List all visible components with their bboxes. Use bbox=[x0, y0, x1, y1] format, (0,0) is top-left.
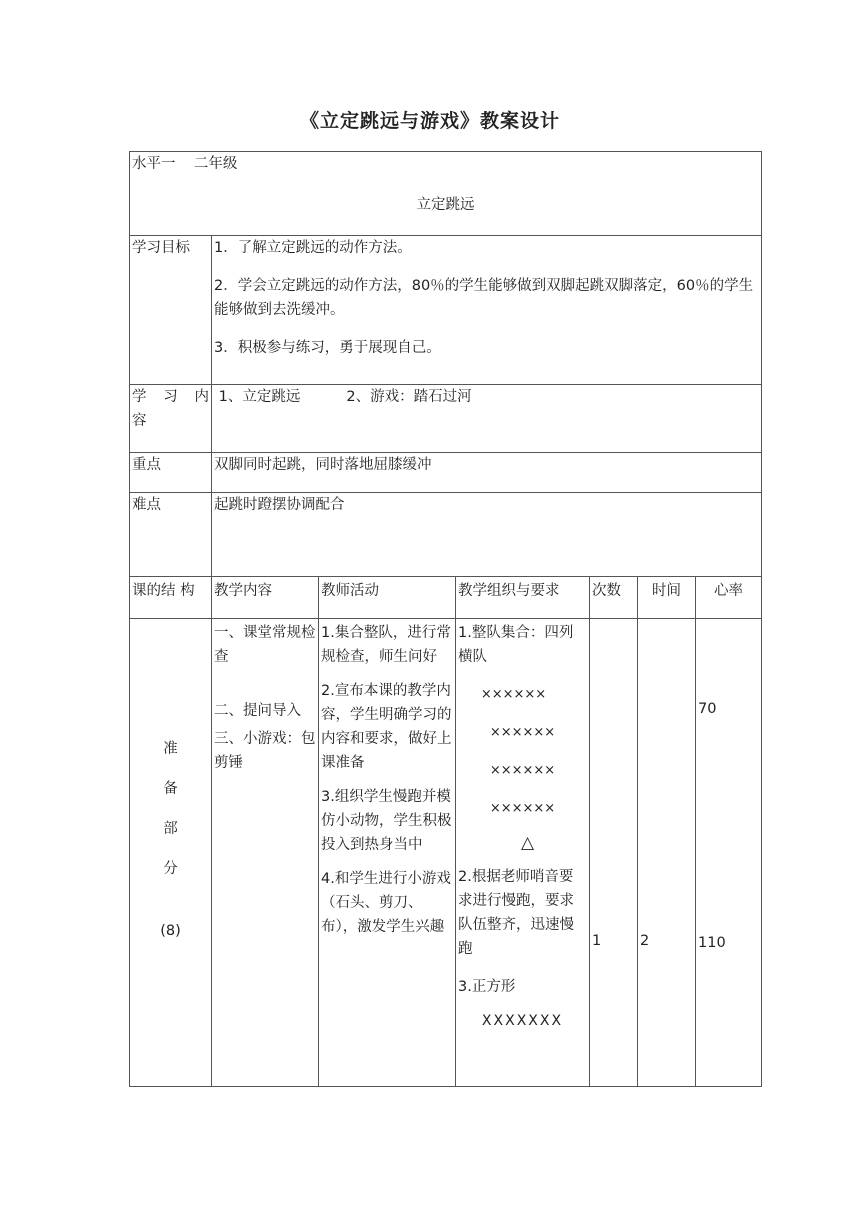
objective-item: 3．积极参与练习，勇于展现自己。 bbox=[214, 340, 441, 356]
content-label-line1: 学 习 内 bbox=[132, 389, 209, 405]
header-time: 时间 bbox=[638, 577, 696, 619]
formation-row: ×××××× bbox=[480, 687, 547, 702]
teacher-activity: 4.和学生进行小游戏（石头、剪刀、布），激发学生兴趣 bbox=[321, 871, 451, 935]
prep-organization bbox=[456, 619, 590, 1087]
formation-row: ×××××× bbox=[489, 763, 556, 778]
prep-section bbox=[130, 619, 212, 1087]
content-item: 三、小游戏：包剪锤 bbox=[214, 731, 316, 771]
header-organization: 教学组织与要求 bbox=[456, 577, 590, 619]
objectives-row bbox=[130, 236, 762, 385]
time-value: 2 bbox=[640, 933, 650, 949]
prep-time bbox=[638, 619, 696, 1087]
header-teacher: 教师活动 bbox=[319, 577, 456, 619]
content-item: 一、课堂常规检查 bbox=[214, 625, 316, 665]
heart-rate-value: 70 bbox=[698, 701, 717, 717]
teacher-activity: 2.宣布本课的教学内容，学生明确学习的内容和要求，做好上课准备 bbox=[321, 683, 452, 771]
grade-level: 水平一 二年级 bbox=[132, 156, 238, 172]
org-item-2: 2.根据老师哨音要求进行慢跑，要求队伍整齐，迅速慢跑 bbox=[458, 869, 574, 957]
teacher-marker: △ bbox=[520, 833, 535, 853]
header-row bbox=[130, 577, 762, 619]
key-point-text: 双脚同时起跳，同时落地屈膝缓冲 bbox=[212, 453, 762, 493]
prep-teacher bbox=[319, 619, 456, 1087]
section-char: 备 bbox=[163, 781, 178, 797]
org-intro: 1.整队集合：四列横队 bbox=[458, 625, 574, 665]
objective-item: 1．了解立定跳远的动作方法。 bbox=[214, 240, 412, 256]
content-text: 1、立定跳远 2、游戏：踏石过河 bbox=[212, 385, 762, 453]
section-char: 分 bbox=[163, 861, 178, 877]
count-value: 1 bbox=[592, 933, 602, 949]
key-point-label: 重点 bbox=[130, 453, 212, 493]
prep-heart-rate bbox=[696, 619, 762, 1087]
prep-row bbox=[130, 619, 762, 1087]
key-point-row bbox=[130, 453, 762, 493]
header-structure: 课的结 构 bbox=[130, 577, 212, 619]
objectives-list bbox=[212, 236, 762, 385]
difficulty-row bbox=[130, 493, 762, 577]
section-duration: (8) bbox=[160, 923, 181, 939]
lesson-topic: 立定跳远 bbox=[416, 197, 475, 213]
level-row bbox=[130, 152, 762, 236]
content-label-line2: 容 bbox=[132, 413, 147, 429]
section-char: 部 bbox=[163, 821, 178, 837]
difficulty-label: 难点 bbox=[130, 493, 212, 577]
org-item-3: 3.正方形 bbox=[458, 979, 516, 995]
content-item: 二、提问导入 bbox=[214, 703, 301, 719]
prep-content bbox=[212, 619, 319, 1087]
section-char: 准 bbox=[163, 741, 178, 757]
header-count: 次数 bbox=[590, 577, 638, 619]
difficulty-text: 起跳时蹬摆协调配合 bbox=[212, 493, 762, 577]
prep-count bbox=[590, 619, 638, 1087]
lesson-plan-table bbox=[129, 151, 762, 1087]
square-row: XXXXXXX bbox=[481, 1013, 564, 1029]
objectives-label: 学习目标 bbox=[130, 236, 212, 385]
header-content: 教学内容 bbox=[212, 577, 319, 619]
heart-rate-value: 110 bbox=[698, 935, 726, 951]
formation-row: ×××××× bbox=[489, 801, 556, 816]
objective-item: 2．学会立定跳远的动作方法，80％的学生能够做到双脚起跳双脚落定，60％的学生能够做到去洗缓冲。 bbox=[214, 278, 754, 318]
teacher-activity: 3.组织学生慢跑并模仿小动物，学生积极投入到热身当中 bbox=[321, 789, 452, 853]
teacher-activity: 1.集合整队，进行常规检查，师生问好 bbox=[321, 625, 451, 665]
content-label bbox=[130, 385, 212, 453]
content-row bbox=[130, 385, 762, 453]
formation-row: ×××××× bbox=[489, 725, 556, 740]
page-title: 《立定跳远与游戏》教案设计 bbox=[299, 110, 560, 132]
header-heart-rate: 心率 bbox=[696, 577, 762, 619]
